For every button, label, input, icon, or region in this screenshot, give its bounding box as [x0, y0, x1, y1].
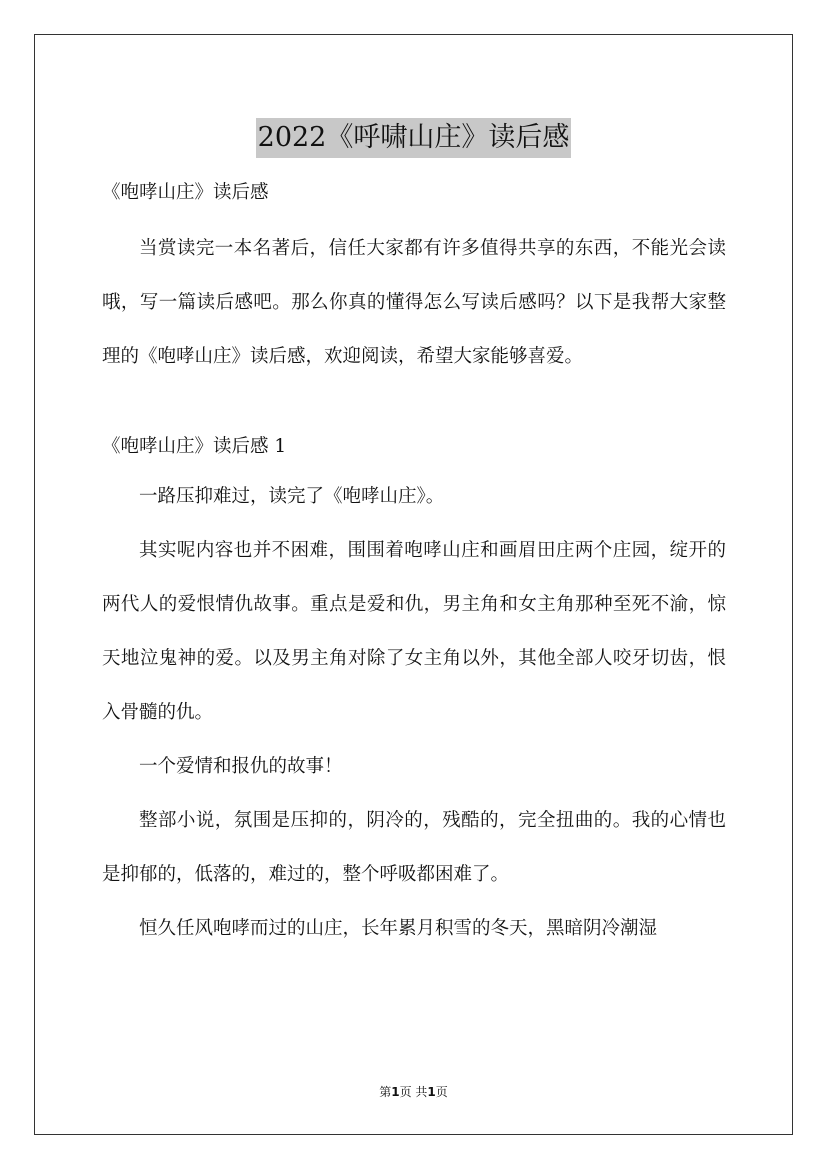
page-label-mid: 页 共: [399, 1085, 428, 1099]
page-current: 1: [391, 1085, 400, 1099]
section-heading-1: 《咆哮山庄》读后感 1: [102, 436, 287, 457]
page-label-prefix: 第: [379, 1085, 392, 1099]
intro-paragraph: 当赏读完一本名著后，信任大家都有许多值得共享的东西，不能光会读哦，写一篇读后感吧。那么你真的懂得怎么写读后感吗？以下是我帮大家整理的《咆哮山庄》读后感，欢迎阅读，希望大家能够喜爱。: [102, 238, 726, 367]
document-title: 2022《呼啸山庄》读后感: [256, 118, 572, 158]
page-total: 1: [427, 1085, 436, 1099]
page-label-suffix: 页: [435, 1085, 448, 1099]
section-gap: [102, 384, 726, 428]
paragraph: 一路压抑难过，读完了《咆哮山庄》。: [139, 486, 445, 507]
intro-heading: 《咆哮山庄》读后感: [102, 182, 269, 203]
paragraph: 整部小说，氛围是压抑的，阴冷的，残酷的，完全扭曲的。我的心情也是抑郁的，低落的，难过的，整个呼吸都困难了。: [102, 810, 726, 885]
document-body: [102, 170, 726, 956]
paragraph: 恒久任风咆哮而过的山庄，长年累月积雪的冬天，黑暗阴冷潮湿: [139, 918, 658, 939]
title-container: [0, 100, 827, 176]
paragraph: 一个爱情和报仇的故事！: [139, 756, 343, 777]
page-footer: [0, 1082, 827, 1102]
paragraph: 其实呢内容也并不困难，围围着咆哮山庄和画眉田庄两个庄园，绽开的两代人的爱恨情仇故事。重点是爱和仇，男主角和女主角那种至死不渝，惊天地泣鬼神的爱。以及男主角对除了女主角以外，其他全部人咬牙切齿，恨入骨髓的仇。: [102, 540, 726, 723]
